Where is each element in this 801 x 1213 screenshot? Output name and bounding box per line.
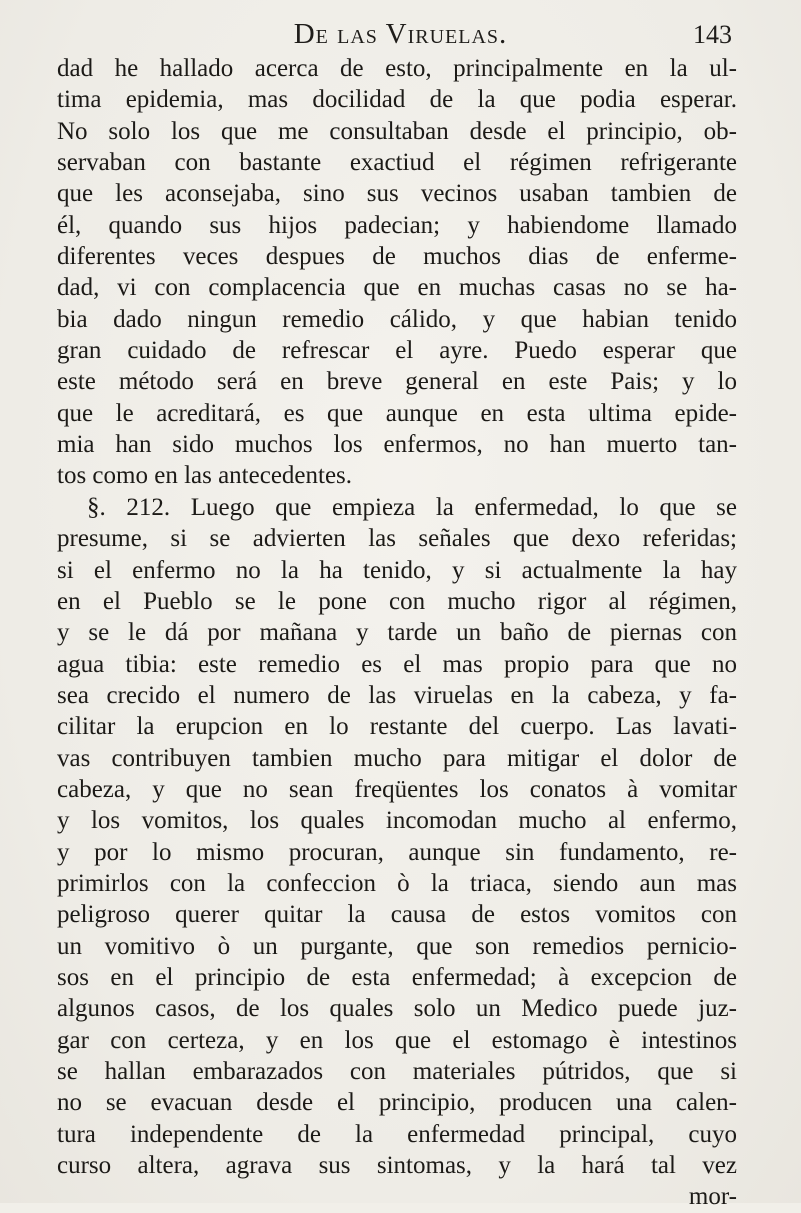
text-line: gran cuidado de refrescar el ayre. Puedo esperar que <box>57 337 737 365</box>
text-line: él, quando sus hijos padecian; y habiendome llamado <box>57 211 737 239</box>
text-line: curso altera, agrava sus sintomas, y la hará tal vez <box>57 1152 737 1180</box>
text-line: en el Pueblo se le pone con mucho rigor al régimen, <box>57 587 737 615</box>
text-line: se hallan embarazados con materiales pútridos, que si <box>57 1058 737 1085</box>
text-line: gar con certeza, y en los que el estomago è intestinos <box>57 1026 737 1054</box>
text-line: bia dado ningun remedio cálido, y que habian tenido <box>57 305 737 333</box>
text-line: mia han sido muchos los enfermos, no han muerto tan- <box>57 431 737 459</box>
text-line: y se le dá por mañana y tarde un baño de piernas con <box>57 619 737 647</box>
text-line: diferentes veces despues de muchos dias de enferme- <box>57 243 737 271</box>
body-text <box>57 53 737 1213</box>
catchword: mor- <box>688 1183 737 1211</box>
text-line: y los vomitos, los quales incomodan mucho al enfermo, <box>57 807 737 835</box>
text-line: no se evacuan desde el principio, producen una calen- <box>57 1089 737 1117</box>
text-line: tos como en las antecedentes. <box>57 462 353 490</box>
text-line: cilitar la erupcion en lo restante del cuerpo. Las lavati- <box>57 713 737 741</box>
text-line: un vomitivo ò un purgante, que son remedios pernicio- <box>57 932 737 960</box>
paragraph-start-line: §. 212. Luego que empieza la enfermedad, lo que se <box>87 493 737 521</box>
text-line: este método será en breve general en este Pais; y lo <box>57 368 737 396</box>
text-line: sos en el principio de esta enfermedad; à excepcion de <box>57 963 737 991</box>
text-line: vas contribuyen tambien mucho para mitigar el dolor de <box>57 744 737 772</box>
page-number: 143 <box>693 20 732 49</box>
text-line: peligroso querer quitar la causa de estos vomitos con <box>57 901 737 929</box>
text-line: dad, vi con complacencia que en muchas casas no se ha- <box>57 274 737 302</box>
text-line: dad he hallado acerca de esto, principalmente en la ul- <box>57 55 737 82</box>
text-line: primirlos con la confeccion ò la triaca, siendo aun mas <box>57 869 737 897</box>
text-line: presume, si se advierten las señales que dexo referidas; <box>57 525 737 553</box>
text-line: que le acreditará, es que aunque en esta ultima epide- <box>57 399 737 427</box>
text-line: que les aconsejaba, sino sus vecinos usaban tambien de <box>57 180 737 208</box>
text-line: tima epidemia, mas docilidad de la que podia esperar. <box>57 86 737 114</box>
text-line: servaban con bastante exactiud el régimen refrigerante <box>57 149 737 177</box>
text-line: si el enfermo no la ha tenido, y si actualmente la hay <box>57 556 737 584</box>
page-header <box>0 18 801 52</box>
text-line: y por lo mismo procuran, aunque sin fundamento, re- <box>57 838 737 866</box>
text-line: No solo los que me consultaban desde el principio, ob- <box>57 117 737 145</box>
text-line: cabeza, y que no sean freqüentes los conatos à vomitar <box>57 775 737 803</box>
text-line: agua tibia: este remedio es el mas propio para que no <box>57 650 737 678</box>
text-line: tura independente de la enfermedad principal, cuyo <box>57 1120 737 1148</box>
running-title: De las Viruelas. <box>293 18 508 50</box>
text-line: sea crecido el numero de las viruelas en la cabeza, y fa- <box>57 681 737 709</box>
text-line: algunos casos, de los quales solo un Medico puede juz- <box>57 995 737 1023</box>
